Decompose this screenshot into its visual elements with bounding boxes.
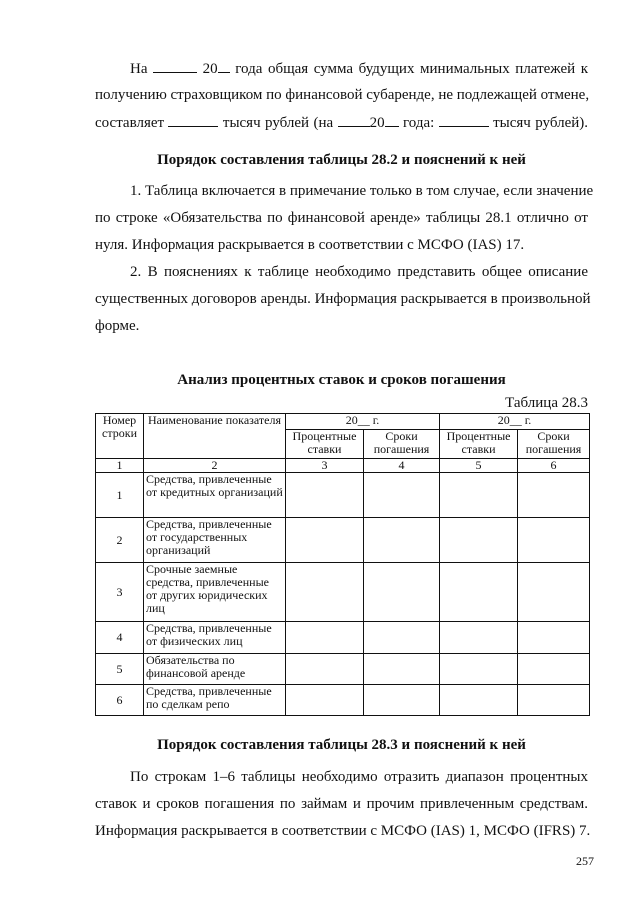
row-number: 4 <box>96 622 144 654</box>
cell <box>364 654 440 685</box>
cell <box>286 473 364 518</box>
table-row <box>96 685 590 716</box>
row-number: 6 <box>96 685 144 716</box>
row-name: Средства, привлеченные от физических лиц <box>144 622 286 654</box>
cell <box>286 622 364 654</box>
paragraph-line: нуля. Информация раскрывается в соответствии с МСФО (IAS) 17. <box>95 237 525 253</box>
intro-text: На <box>130 61 148 77</box>
header-rates: Процентные ставки <box>440 430 518 459</box>
column-number: 6 <box>518 459 590 473</box>
section-heading-28-2: Порядок составления таблицы 28.2 и пояснений к ней <box>157 152 526 168</box>
table-row <box>96 473 590 518</box>
table-caption: Таблица 28.3 <box>505 395 588 411</box>
paragraph-line: Информация раскрывается в соответствии с МСФО (IAS) 1, МСФО (IFRS) 7. <box>95 823 591 839</box>
cell <box>518 563 590 622</box>
row-number: 3 <box>96 563 144 622</box>
intro-line-2: получению страховщиком по финансовой субаренде, не подлежащей отмене, <box>95 87 590 103</box>
section-heading-28-3: Порядок составления таблицы 28.3 и пояснений к ней <box>157 737 526 753</box>
row-name: Средства, привлеченные от кредитных организаций <box>144 473 286 518</box>
row-name: Средства, привлеченные по сделкам репо <box>144 685 286 716</box>
blank-field <box>153 58 197 73</box>
cell <box>440 622 518 654</box>
cell <box>364 685 440 716</box>
header-indicator-name: Наименование показателя <box>144 414 286 459</box>
cell <box>364 518 440 563</box>
cell <box>286 685 364 716</box>
row-name: Обязательства по финансовой аренде <box>144 654 286 685</box>
header-terms: Сроки погашения <box>364 430 440 459</box>
paragraph-line: существенных договоров аренды. Информация раскрывается в произвольной <box>95 291 591 307</box>
row-name: Срочные заемные средства, привлеченные от других юридических лиц <box>144 563 286 622</box>
cell <box>518 518 590 563</box>
intro-line-3: составляет тысяч рублей (на 20 года: тысяч рублей). <box>95 112 588 133</box>
cell <box>518 654 590 685</box>
cell <box>286 563 364 622</box>
paragraph-line: по строке «Обязательства по финансовой аренде» таблицы 28.1 отлично от <box>95 210 588 226</box>
cell <box>286 654 364 685</box>
cell <box>440 518 518 563</box>
blank-field <box>168 112 218 127</box>
intro-year-2: 20 <box>338 115 399 131</box>
header-terms: Сроки погашения <box>518 430 590 459</box>
header-row-number: Номер строки <box>96 414 144 459</box>
cell <box>364 473 440 518</box>
paragraph-line: ставок и сроков погашения по займам и прочим привлеченным средствам. <box>95 796 588 812</box>
row-name: Средства, привлеченные от государственных организаций <box>144 518 286 563</box>
cell <box>518 622 590 654</box>
paragraph-line: форме. <box>95 318 140 334</box>
page-number: 257 <box>576 854 594 868</box>
intro-text: года общая сумма будущих минимальных платежей к <box>235 61 589 77</box>
cell <box>364 622 440 654</box>
table-row <box>96 622 590 654</box>
table-title: Анализ процентных ставок и сроков погашения <box>177 372 506 388</box>
cell <box>440 685 518 716</box>
cell <box>440 654 518 685</box>
column-number: 1 <box>96 459 144 473</box>
intro-year: 20 <box>203 61 230 77</box>
table-row <box>96 518 590 563</box>
table-row <box>96 563 590 622</box>
paragraph-line: 2. В пояснениях к таблице необходимо представить общее описание <box>130 264 588 280</box>
table-row <box>96 654 590 685</box>
intro-line-1 <box>130 58 588 79</box>
column-number: 4 <box>364 459 440 473</box>
row-number: 2 <box>96 518 144 563</box>
header-year-2: 20__ г. <box>440 414 590 430</box>
cell <box>440 473 518 518</box>
column-number: 5 <box>440 459 518 473</box>
row-number: 5 <box>96 654 144 685</box>
cell <box>364 563 440 622</box>
column-number: 3 <box>286 459 364 473</box>
cell <box>440 563 518 622</box>
header-rates: Процентные ставки <box>286 430 364 459</box>
paragraph-line: По строкам 1–6 таблицы необходимо отразить диапазон процентных <box>130 769 588 785</box>
rates-table <box>95 413 590 716</box>
cell <box>518 473 590 518</box>
row-number: 1 <box>96 473 144 518</box>
column-number: 2 <box>144 459 286 473</box>
paragraph-line: 1. Таблица включается в примечание только в том случае, если значение <box>130 183 594 199</box>
header-year-1: 20__ г. <box>286 414 440 430</box>
cell <box>518 685 590 716</box>
cell <box>286 518 364 563</box>
blank-field <box>439 112 489 127</box>
